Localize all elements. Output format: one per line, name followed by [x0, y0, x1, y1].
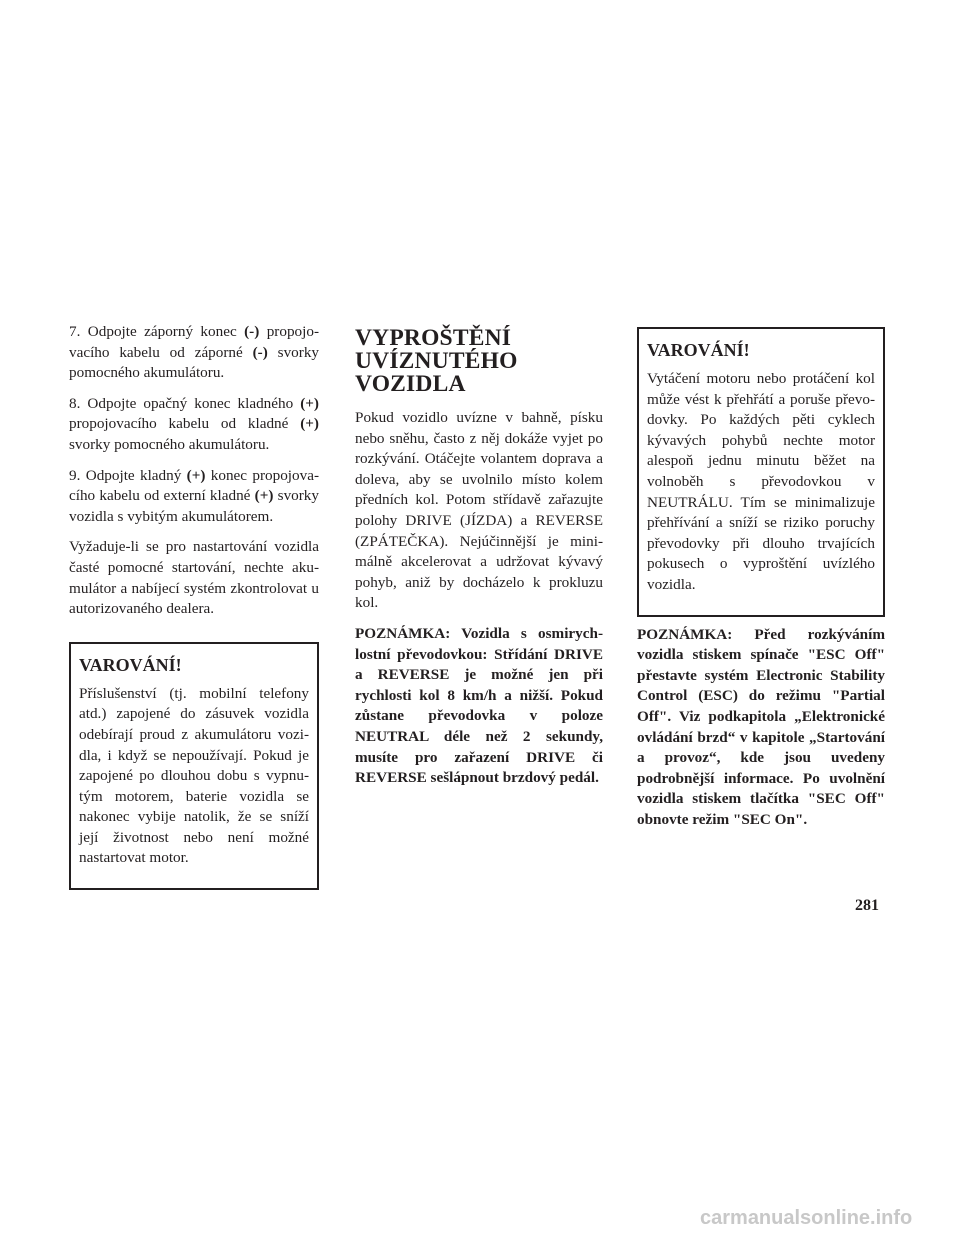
- warning-title: VAROVÁNÍ!: [647, 340, 750, 360]
- plus-sign: (+): [186, 466, 206, 484]
- warning-body: Vytáčení motoru nebo protáčení kol může vést k přehřátí a poruše převodovky. Po každých pěti cyklech kývavých pohybů nechte motor alespoň jednu minutu běžet na volnoběh s převodovkou v NEUTRÁLU. Tím se minimalizuje přehřívání a sníží se riziko poruchy převodovky při dlouho trvajících pokusech o vyproštění uvízlého vozidla.: [647, 370, 875, 593]
- warning-box-overheat: [637, 327, 885, 617]
- right-column: [637, 327, 885, 840]
- section-heading: VYPROŠTĚNÍ UVÍZNUTÉHO VOZIDLA: [355, 325, 518, 397]
- plus-sign: (+): [300, 415, 319, 433]
- watermark: carmanualsonline.info: [700, 1207, 913, 1229]
- middle-column: [355, 322, 603, 799]
- jump-start-paragraph: Vyžaduje-li se pro nastartování vozidla časté pomocné startování, nechte akumulátor a nabíjecí systém zkontrolovat u autorizovaného dealera.: [69, 538, 319, 618]
- minus-sign: (-): [244, 323, 260, 340]
- step-7: 7. Odpojte záporný konec (-) propojovacího kabelu od záporné (-) svorky pomocného akumulátoru.: [69, 323, 320, 382]
- page-number: 281: [855, 897, 879, 914]
- plus-sign: (+): [254, 487, 274, 505]
- warning-box-accessories: [69, 642, 319, 890]
- plus-sign: (+): [300, 394, 319, 412]
- warning-body: Příslušenství (tj. mobilní telefony atd.) zapojené do zásuvek vozidla odebírají proud z akumulátoru vozidla, i když se nepoužívají. Pokud je zapojené po dlouhou dobu s vypnutým motorem, baterie vozidla se nakonec vybije natolik, že se sníží její životnost nebo není možné nastartovat motor.: [79, 684, 309, 867]
- rocking-paragraph: Pokud vozidlo uvízne v bahně, písku nebo sněhu, často z něj dokáže vyjet po rozkývání. Otáčejte volantem doprava a doleva, aby se uvolnilo místo kolem předních kol. Potom střídavě zařazujte polohy DRIVE (JÍZDA) a REVERSE (ZPÁTEČKA). Nejúčinnější je minimálně akcelerovat a udržovat kývavý pohyb, aniž by docházelo k prokluzu kol.: [355, 409, 603, 612]
- note-eight-speed: POZNÁMKA: Vozidla s osmirychlostní převodovkou: Střídání DRIVE a REVERSE je možné jen při rychlosti kol 8 km/h a nižší. Pokud zůstane převodovka v poloze NEUTRAL déle než 2 sekundy, musíte pro zařazení DRIVE či REVERSE sešlápnout brzdový pedál.: [355, 624, 603, 787]
- minus-sign: (-): [252, 343, 268, 361]
- warning-title: VAROVÁNÍ!: [79, 654, 182, 675]
- note-esc: POZNÁMKA: Před rozkýváním vozidla stiskem spínače "ESC Off" přestavte systém Electronic Stability Control (ESC) do režimu "Partial Off". Viz podkapitola „Elektronické ovládání brzd“ v kapitole „Startování a provoz“, kde jsou uvedeny podrobnější informace. Po uvolnění vozidla stiskem tlačítka "SEC Off" obnovte režim "SEC On".: [637, 625, 885, 828]
- step-8: 8. Odpojte opačný konec kladného (+) propojovacího kabelu od kladné (+) svorky pomocného akumulátoru.: [69, 394, 319, 453]
- step-9: 9. Odpojte kladný (+) konec propojovacího kabelu od externí kladné (+) svorky vozidla s vybitým akumulátorem.: [69, 466, 320, 525]
- left-column: [69, 322, 319, 890]
